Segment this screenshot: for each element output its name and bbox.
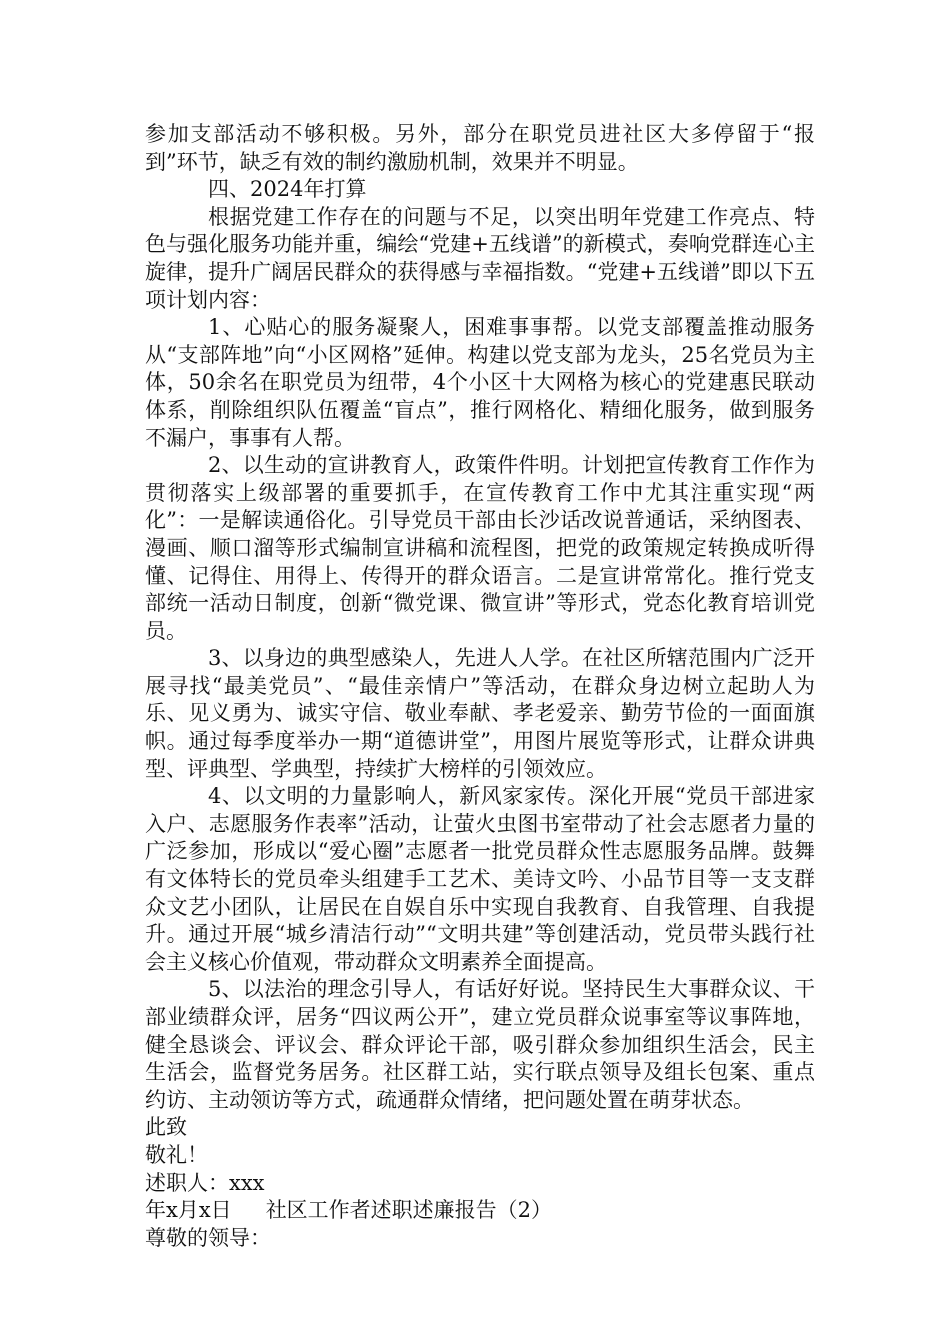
paragraph-plan-item-4: 4、以文明的力量影响人，新风家家传。深化开展“党员干部进家入户、志愿服务作表率”活动，让萤火虫图书室带动了社会志愿者力量的广泛参加，形成以“爱心圈”志愿者一批党员群众性志愿服务品牌。鼓舞有文体特长的党员牵头组建手工艺术、美诗文吟、小品节目等一支支群众文艺小团队，让居民在自娱自乐中实现自我教育、自我管理、自我提升。通过开展“城乡清洁行动”“文明共建”等创建活动，党员带头践行社会主义核心价值观，带动群众文明素养全面提高。	[145, 784, 815, 974]
document-body	[145, 121, 815, 1252]
next-report-title: 社区工作者述职述廉报告（2）	[265, 1198, 553, 1223]
closing-line-2: 敬礼！	[145, 1142, 208, 1167]
paragraph-plan-item-1: 1、心贴心的服务凝聚人，困难事事帮。以党支部覆盖推动服务从“支部阵地”向“小区网格”延伸。构建以党支部为龙头，25名党员为主体，50余名在职党员为纽带，4个小区十大网格为核心的党建惠民联动体系，削除组织队伍覆盖“盲点”，推行网格化、精细化服务，做到服务不漏户，事事有人帮。	[145, 315, 815, 450]
date-and-next-title-line	[145, 1197, 815, 1225]
paragraph-plan-intro: 根据党建工作存在的问题与不足，以突出明年党建工作亮点、特色与强化服务功能并重，编绘“党建+五线谱”的新模式，奏响党群连心主旋律，提升广阔居民群众的获得感与幸福指数。“党建+五线谱”即以下五项计划内容：	[145, 204, 815, 312]
section-heading-plan-2024: 四、2024年打算	[208, 177, 367, 202]
paragraph-plan-item-2: 2、以生动的宣讲教育人，政策件件明。计划把宣传教育工作作为贯彻落实上级部署的重要抓手，在宣传教育工作中尤其注重实现“两化”：一是解读通俗化。引导党员干部由长沙话改说普通话，采纳图表、漫画、顺口溜等形式编制宣讲稿和流程图，把党的政策规定转换成听得懂、记得住、用得上、传得开的群众语言。二是宣讲常常化。推行党支部统一活动日制度，创新“微党课、微宣讲”等形式，党态化教育培训党员。	[145, 453, 815, 643]
salutation-line: 尊敬的领导：	[145, 1225, 271, 1250]
closing-line-1: 此致	[145, 1115, 187, 1140]
date-text: 年x月x日	[145, 1198, 232, 1223]
paragraph-plan-item-3: 3、以身边的典型感染人，先进人人学。在社区所辖范围内广泛开展寻找“最美党员”、“最佳亲情户”等活动，在群众身边树立起助人为乐、见义勇为、诚实守信、敬业奉献、孝老爱亲、勤劳节俭的一面面旗帜。通过每季度举办一期“道德讲堂”，用图片展览等形式，让群众讲典型、评典型、学典型，持续扩大榜样的引领效应。	[145, 646, 815, 781]
paragraph-continuation: 参加支部活动不够积极。另外，部分在职党员进社区大多停留于“报到”环节，缺乏有效的制约激励机制，效果并不明显。	[145, 122, 815, 174]
paragraph-plan-item-5: 5、以法治的理念引导人，有话好好说。坚持民生大事群众议、干部业绩群众评，居务“四议两公开”，建立党员群众说事室等议事阵地，健全恳谈会、评议会、群众评论干部，吸引群众参加组织生活会，民主生活会，监督党务居务。社区群工站，实行联点领导及组长包案、重点约访、主动领访等方式，疏通群众情绪，把问题处置在萌芽状态。	[145, 977, 815, 1112]
reporter-line: 述职人：xxx	[145, 1170, 265, 1195]
